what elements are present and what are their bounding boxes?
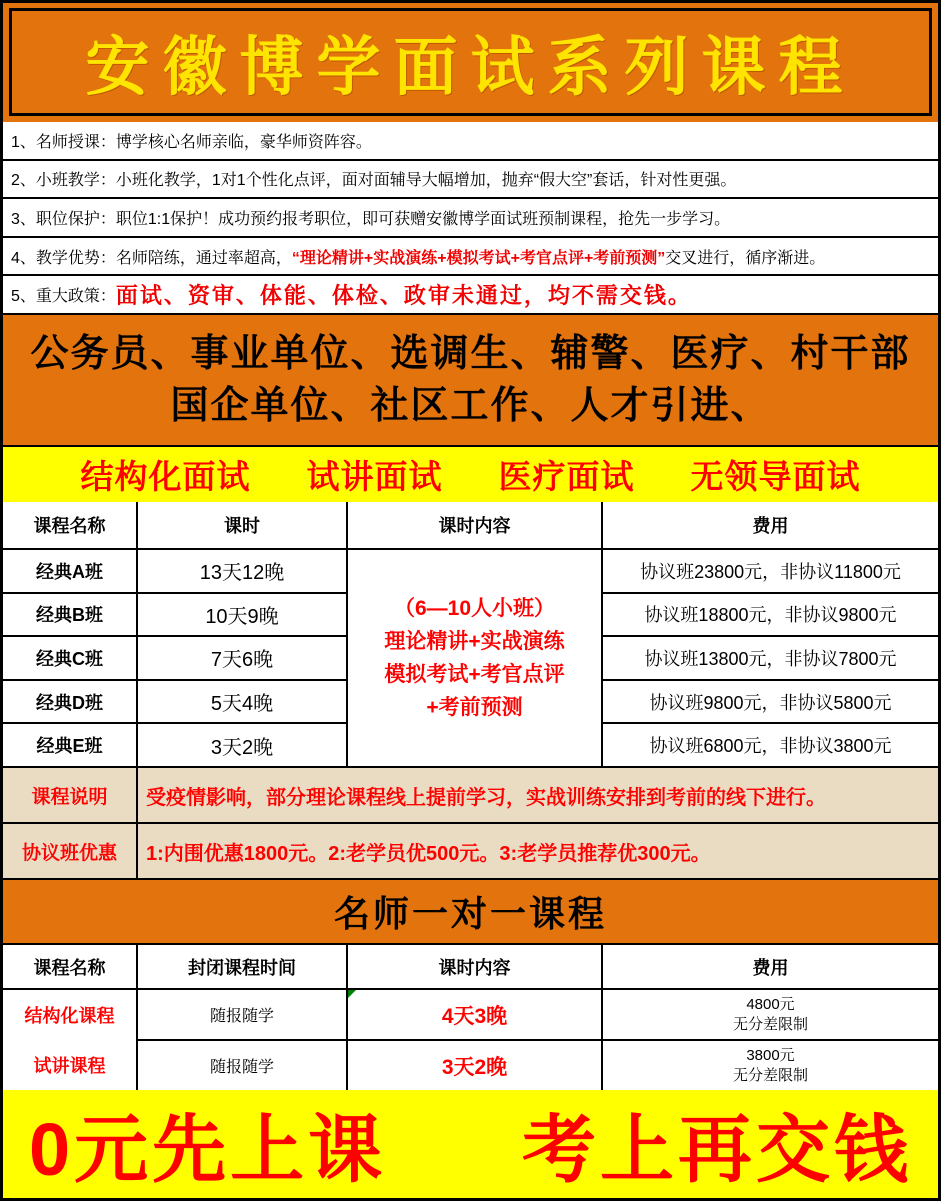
feature-text: 4、教学优势：名师陪练，通过率超高， <box>11 249 292 267</box>
content-text: 4天3晚 <box>441 1004 508 1028</box>
header-cell-content: 课时内容 <box>348 945 603 988</box>
page-title: 安徽博学面试系列课程 <box>85 30 856 105</box>
feature-text: 2、小班教学：小班化教学，1对1个性化点评，面对面辅导大幅增加，抛弃“假大空”套话，针对性更强。 <box>11 172 737 190</box>
course-name: 试讲课程 <box>33 1056 106 1076</box>
duration-cell: 3天2晚 <box>210 736 274 759</box>
header-cell-content: 课时内容 <box>348 502 603 548</box>
content-cell <box>348 990 601 1041</box>
footer-slogan-banner <box>3 1090 938 1198</box>
slogan-right: 考上再交钱 <box>522 1108 912 1191</box>
schedule-cell: 随报随学 <box>138 990 346 1041</box>
content-column <box>348 990 603 1090</box>
one-on-one-banner: 名师一对一课程 <box>3 880 938 945</box>
header-banner <box>3 3 938 122</box>
content-line: 理论精讲+实战演练 <box>384 630 565 653</box>
note-row-discount <box>3 824 938 880</box>
content-line: 模拟考试+考官点评 <box>384 663 565 686</box>
fee-cell <box>603 990 938 1041</box>
duration-column <box>138 550 348 766</box>
course-name-cell: 经典D班 <box>3 681 136 725</box>
course-name-cell: 经典C班 <box>3 637 136 681</box>
note-content: 受疫情影响，部分理论课程线上提前学习，实战训练安排到考前的线下进行。 <box>146 786 826 809</box>
slogan-left: 0元先上课 <box>29 1108 387 1191</box>
course-name-cell: 经典A班 <box>3 550 136 594</box>
content-line: +考前预测 <box>426 696 523 719</box>
header-cell-duration: 课时 <box>138 502 348 548</box>
fee-amount: 3800元 <box>746 1046 795 1064</box>
feature-item-4 <box>3 238 938 277</box>
content-text: 3天2晚 <box>441 1055 508 1079</box>
fee-cell: 协议班9800元，非协议5800元 <box>603 681 938 725</box>
course-name: 结构化课程 <box>24 1006 115 1026</box>
duration-cell: 7天6晚 <box>138 637 346 681</box>
feature-text: 5、重大政策： <box>11 288 116 306</box>
interview-type-lecture: 试讲面试 <box>306 458 443 495</box>
course-name-cell: 经典E班 <box>36 736 103 757</box>
feature-text: 3、职位保护：职位1:1保护！成功预约报考职位，即可获赠安徽博学面试班预制课程，抢先一步学习。 <box>11 210 731 228</box>
fee-cell: 协议班13800元，非协议7800元 <box>603 637 938 681</box>
header-cell-fee: 费用 <box>752 957 789 978</box>
audience-banner <box>3 315 938 447</box>
course-table-header <box>3 502 938 550</box>
feature-highlight: 面试、资审、体能、体检、政审未通过，均不需交钱。 <box>115 283 692 310</box>
duration-cell: 5天4晚 <box>138 681 346 725</box>
interview-type-leaderless: 无领导面试 <box>690 458 861 495</box>
note-row-description <box>3 768 938 824</box>
interview-type-structured: 结构化面试 <box>80 458 251 495</box>
cell-note-triangle-icon <box>348 990 356 998</box>
audience-line-2: 国企单位、社区工作、人才引进、 <box>170 385 771 427</box>
feature-text: 1、名师授课：博学核心名师亲临，豪华师资阵容。 <box>11 133 372 151</box>
feature-item-3 <box>3 199 938 238</box>
note-content: 1:内围优惠1800元。2:老学员优500元。3:老学员推荐优300元。 <box>146 842 711 865</box>
fee-column <box>603 550 938 766</box>
fee-condition: 无分差限制 <box>732 1015 808 1033</box>
audience-line-1: 公务员、事业单位、选调生、辅警、医疗、村干部 <box>30 333 911 375</box>
fee-condition: 无分差限制 <box>732 1066 808 1084</box>
fee-column <box>603 990 938 1090</box>
one-on-one-table-body <box>3 990 938 1090</box>
course-name-column <box>3 550 138 766</box>
course-table-body <box>3 550 938 768</box>
feature-item-1 <box>3 122 938 161</box>
feature-highlight: “理论精讲+实战演练+模拟考试+考官点评+考前预测” <box>291 249 666 267</box>
note-label: 课程说明 <box>3 768 138 822</box>
notes-section <box>3 768 938 880</box>
feature-text: 交叉进行，循序渐进。 <box>665 249 826 267</box>
feature-item-2 <box>3 161 938 200</box>
feature-item-5 <box>3 276 938 315</box>
interview-type-medical: 医疗面试 <box>498 458 635 495</box>
fee-amount: 4800元 <box>746 995 795 1013</box>
fee-cell <box>603 1041 938 1090</box>
content-line: （6—10人小班） <box>393 597 556 620</box>
fee-cell: 协议班18800元，非协议9800元 <box>603 594 938 638</box>
course-name-cell: 经典B班 <box>3 594 136 638</box>
interview-types-strip <box>3 447 938 502</box>
one-on-one-table-header <box>3 945 938 990</box>
header-cell-course-name: 课程名称 <box>3 945 138 988</box>
course-content-merged-cell <box>348 550 603 766</box>
header-cell-fee: 费用 <box>752 516 789 536</box>
schedule-column <box>138 990 348 1090</box>
content-cell <box>348 1041 601 1090</box>
schedule-cell: 随报随学 <box>209 1059 274 1076</box>
header-cell-schedule: 封闭课程时间 <box>138 945 348 988</box>
header-cell-course-name: 课程名称 <box>3 502 138 548</box>
duration-cell: 13天12晚 <box>138 550 346 594</box>
fee-cell: 协议班6800元，非协议3800元 <box>649 736 892 757</box>
note-label: 协议班优惠 <box>3 824 138 878</box>
one-on-one-course-names-cell <box>3 990 138 1090</box>
duration-cell: 10天9晚 <box>138 594 346 638</box>
fee-cell: 协议班23800元，非协议11800元 <box>603 550 938 594</box>
header-title-box <box>9 8 932 116</box>
feature-list <box>3 122 938 315</box>
